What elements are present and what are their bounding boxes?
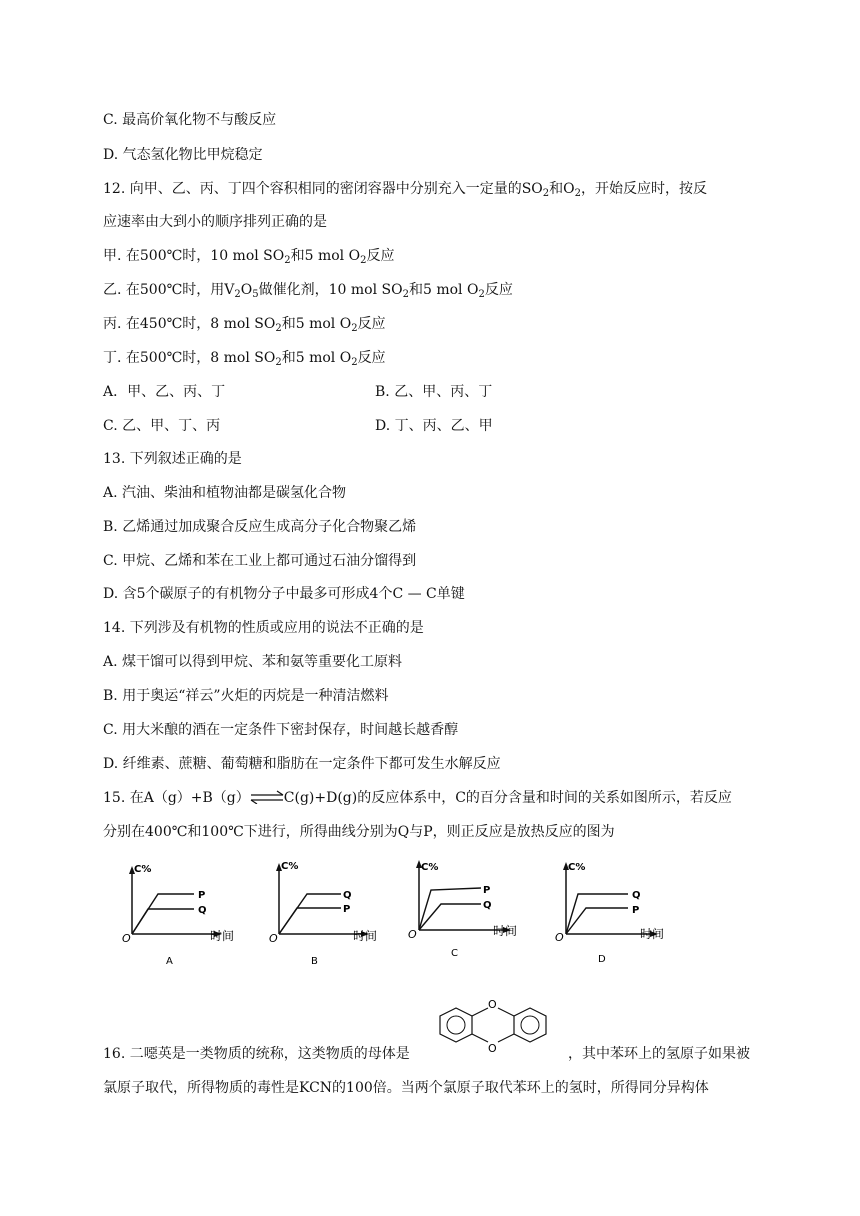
question-16: 16. 二噁英是一类物质的统称，这类物质的母体是 (103, 1046, 410, 1062)
graph-a (120, 860, 240, 970)
svg-text:P: P (632, 905, 640, 916)
q13-option-b: B. 乙烯通过加成聚合反应生成高分子化合物聚乙烯 (103, 519, 417, 535)
q13-option-a: A. 汽油、柴油和植物油都是碳氢化合物 (103, 485, 347, 501)
svg-text:Q: Q (198, 905, 207, 916)
svg-text:Q: Q (483, 900, 492, 911)
svg-text:O: O (488, 1042, 497, 1055)
svg-text:P: P (483, 885, 491, 896)
q14-option-b: B. 用于奥运“祥云”火炬的丙烷是一种清洁燃料 (103, 688, 389, 704)
q14-option-a: A. 煤干馏可以得到甲烷、苯和氨等重要化工原料 (103, 654, 403, 670)
svg-text:C%: C% (568, 862, 586, 873)
question-12: 12. 向甲、乙、丙、丁四个容积相同的密闭容器中分别充入一定量的$SO_2$和$O_2$，开始反应时，按反 (103, 181, 708, 199)
condition-ding: 丁. 在500℃时，8 mol $SO_2$和5 mol $O_2$反应 (103, 350, 386, 368)
svg-text:O: O (122, 932, 131, 945)
svg-text:时间: 时间 (353, 929, 378, 943)
svg-text:O: O (488, 998, 497, 1011)
condition-jia: 甲. 在500℃时，10 mol $SO_2$和5 mol $O_2$反应 (103, 248, 395, 266)
svg-text:D: D (598, 954, 606, 965)
condition-yi: 乙. 在500℃时，用$V_2O_5$做催化剂，10 mol $SO_2$和5 mol $O_2$反应 (103, 282, 513, 300)
svg-text:时间: 时间 (210, 929, 235, 943)
svg-text:B: B (311, 956, 318, 967)
svg-text:C%: C% (281, 861, 299, 872)
equilibrium-arrow-icon (250, 790, 284, 804)
svg-text:O: O (555, 931, 564, 944)
question-16-cont: ，其中苯环上的氢原子如果被 (568, 1046, 750, 1062)
svg-text:A: A (166, 956, 173, 967)
graph-d (552, 856, 677, 966)
q14-option-c: C. 用大米酿的酒在一定条件下密封保存，时间越长越香醇 (103, 722, 459, 738)
question-14: 14. 下列涉及有机物的性质或应用的说法不正确的是 (103, 620, 424, 636)
dioxin-structure (430, 994, 560, 1058)
svg-text:Q: Q (632, 890, 641, 901)
svg-text:P: P (198, 890, 206, 901)
q13-option-c: C. 甲烷、乙烯和苯在工业上都可通过石油分馏得到 (103, 553, 417, 569)
svg-text:P: P (343, 904, 351, 915)
q12-option-a: A．甲、乙、丙、丁 (103, 384, 226, 400)
svg-text:O: O (408, 928, 417, 941)
svg-text:C: C (451, 948, 458, 959)
svg-text:Q: Q (343, 890, 352, 901)
question-12-cont: 应速率由大到小的顺序排列正确的是 (103, 214, 327, 230)
svg-text:C%: C% (421, 862, 439, 873)
option-d: D. 气态氢化物比甲烷稳定 (103, 147, 263, 163)
q14-option-d: D. 纤维素、蔗糖、葡萄糖和脂肪在一定条件下都可发生水解反应 (103, 756, 501, 772)
q12-option-d: D. 丁、丙、乙、甲 (375, 418, 493, 434)
condition-bing: 丙. 在450℃时，8 mol $SO_2$和5 mol $O_2$反应 (103, 316, 386, 334)
q13-option-d: D. 含5个碳原子的有机物分子中最多可形成4个C — C单键 (103, 586, 465, 602)
graph-ylabel: C% (134, 864, 152, 875)
question-15: 15. 在A（g）+B（g） C(g)+D(g)的反应体系中，C的百分含量和时间的关系如图所示，若反应 (103, 790, 732, 806)
graph-c (405, 850, 530, 960)
svg-text:O: O (269, 932, 278, 945)
graph-b (267, 857, 387, 967)
svg-text:时间: 时间 (640, 927, 665, 941)
q12-option-b: B. 乙、甲、丙、丁 (375, 384, 493, 400)
svg-text:时间: 时间 (493, 924, 518, 938)
question-13: 13. 下列叙述正确的是 (103, 451, 242, 467)
question-15-cont: 分别在400℃和100℃下进行，所得曲线分别为Q与P，则正反应是放热反应的图为 (103, 824, 615, 840)
q12-option-c: C. 乙、甲、丁、丙 (103, 418, 221, 434)
option-c: C. 最高价氧化物不与酸反应 (103, 112, 277, 128)
question-16-line2: 氯原子取代，所得物质的毒性是KCN的100倍。当两个氯原子取代苯环上的氢时，所得同分异构体 (103, 1080, 709, 1096)
